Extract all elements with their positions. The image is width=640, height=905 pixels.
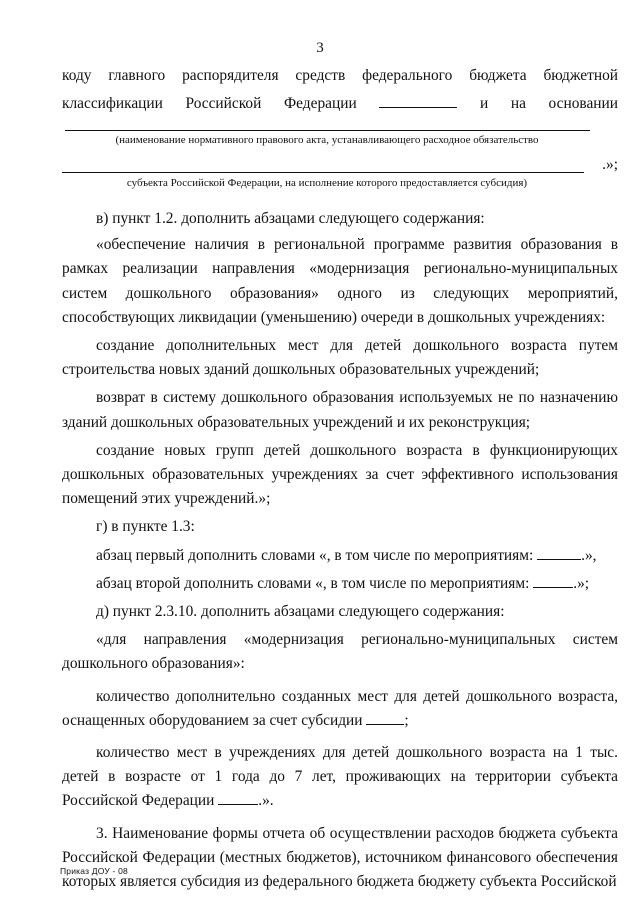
item-d-paragraph-3-blank: [218, 790, 258, 805]
item-d-paragraph-3-end: .».: [258, 792, 274, 810]
item-d-paragraph-2-text: количество дополнительно созданных мест для детей дошкольного возраста, оснащенных оборудованием за счет субсидии: [62, 687, 618, 729]
item-d-paragraph-2-end: ;: [404, 711, 409, 729]
intro-line-2: [62, 92, 618, 116]
item-g-paragraph-1-end: .»,: [581, 546, 597, 564]
item-v-paragraph-3: возврат в систему дошкольного образования используемых не по назначению зданий дошкольных образовательных учреждений и их реконструкция;: [62, 389, 618, 431]
item-v-heading: в) пункт 1.2. дополнить абзацами следующего содержания:: [96, 210, 485, 227]
intro-block: [62, 64, 618, 116]
item-g-paragraph-2: [62, 572, 618, 596]
item-d-paragraph-3: [62, 741, 618, 814]
subject-caption: субъекта Российской Федерации, на исполнение которого предоставляется субсидия): [126, 177, 528, 189]
item-d-paragraph-2: [62, 685, 618, 733]
item-v-paragraph-2: создание дополнительных мест для детей дошкольного возраста путем строительства новых зданий дошкольных образовательных учреждений;: [62, 337, 618, 379]
subject-quote-end: .»;: [602, 156, 618, 173]
item-d-paragraph-1: «для направления «модернизация регионально-муниципальных систем дошкольного образования»:: [62, 631, 618, 673]
item-g-paragraph-1-text: абзац первый дополнить словами «, в том числе по мероприятиям:: [96, 546, 534, 564]
item-g-heading: г) в пункте 1.3:: [96, 518, 195, 536]
subject-blank-line: [62, 172, 584, 173]
main-body: [62, 207, 618, 894]
item-d-paragraph-2-blank: [366, 710, 404, 725]
item-g-paragraph-1: [62, 544, 618, 568]
page-number: 3: [316, 40, 324, 56]
item-g-paragraph-2-blank: [533, 573, 573, 588]
intro-line-2-prefix: классификации Российской Федерации: [62, 95, 357, 113]
intro-line-2-suffix: основании: [548, 95, 618, 113]
intro-line-2-conj: и на: [479, 95, 526, 113]
normative-act-blank-line: [65, 130, 590, 131]
intro-line-1: коду главного распорядителя средств федерального бюджета бюджетной: [62, 67, 618, 84]
section-3-paragraph: 3. Наименование формы отчета об осуществлении расходов бюджета субъекта Российской Федерации (местных бюджетов), источником финансового обеспечения которых является субсидия из федерального бюджета бюджету субъекта Российской: [62, 824, 618, 891]
document-footer: Приказ ДОУ - 08: [60, 866, 128, 876]
normative-act-caption: (наименование нормативного правового акта, устанавливающего расходное обязательство: [115, 134, 539, 146]
item-d-paragraph-3-text: количество мест в учреждениях для детей дошкольного возраста на 1 тыс. детей в возрасте от 1 года до 7 лет, проживающих на территории субъекта Российской Федерации: [62, 744, 618, 810]
item-g-paragraph-2-text: абзац второй дополнить словами «, в том числе по мероприятиям:: [96, 574, 530, 592]
budget-code-blank: [379, 93, 457, 108]
item-g-paragraph-1-blank: [537, 545, 581, 560]
item-v-paragraph-1: «обеспечение наличия в региональной программе развития образования в рамках реализации направления «модернизация регионально-муниципальных систем дошкольного образования» одного из следующих мероприятий, способствующих ликвидации (уменьшению) очереди в дошкольных учреждениях:: [62, 236, 618, 326]
item-d-heading: д) пункт 2.3.10. дополнить абзацами следующего содержания:: [96, 603, 505, 621]
item-g-paragraph-2-end: .»;: [573, 574, 590, 592]
item-v-paragraph-4: создание новых групп детей дошкольного возраста в функционирующих дошкольных образовательных учреждениях за счет эффективного использования помещений этих учреждений.»;: [62, 441, 618, 508]
